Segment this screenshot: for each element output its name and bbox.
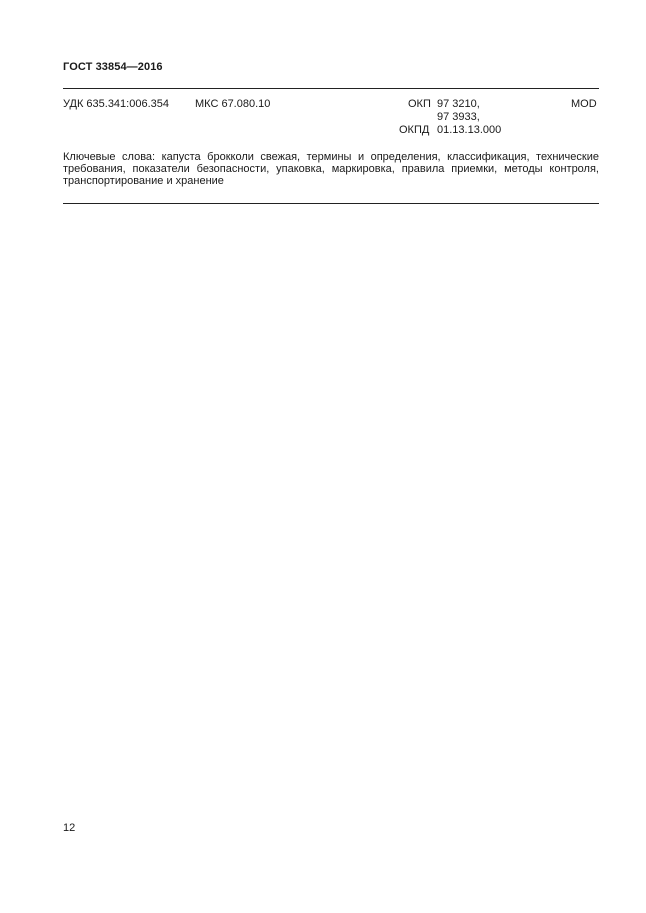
okpd-label: ОКПД	[399, 124, 430, 136]
okp-values	[437, 98, 480, 124]
keywords-paragraph	[63, 151, 599, 187]
mks-code: МКС 67.080.10	[195, 98, 271, 110]
okp-value-1: 97 3210,	[437, 98, 480, 110]
mod-marker: MOD	[571, 98, 597, 110]
udk-code: УДК 635.341:006.354	[63, 98, 169, 110]
okpd-value: 01.13.13.000	[437, 124, 502, 136]
keywords-label: Ключевые слова:	[63, 151, 156, 163]
page-number: 12	[63, 822, 76, 834]
keywords-text: капуста брокколи свежая, термины и определения, классификация, технические требования, показатели безопасности, упаковка, маркировка, правила приемки, методы контроля, транспортирование и хранение	[63, 151, 599, 187]
top-rule	[63, 88, 599, 89]
okp-label: ОКП	[408, 98, 431, 110]
standard-code: ГОСТ 33854—2016	[63, 61, 163, 73]
okp-value-2: 97 3933,	[437, 111, 480, 123]
bottom-rule	[63, 203, 599, 204]
